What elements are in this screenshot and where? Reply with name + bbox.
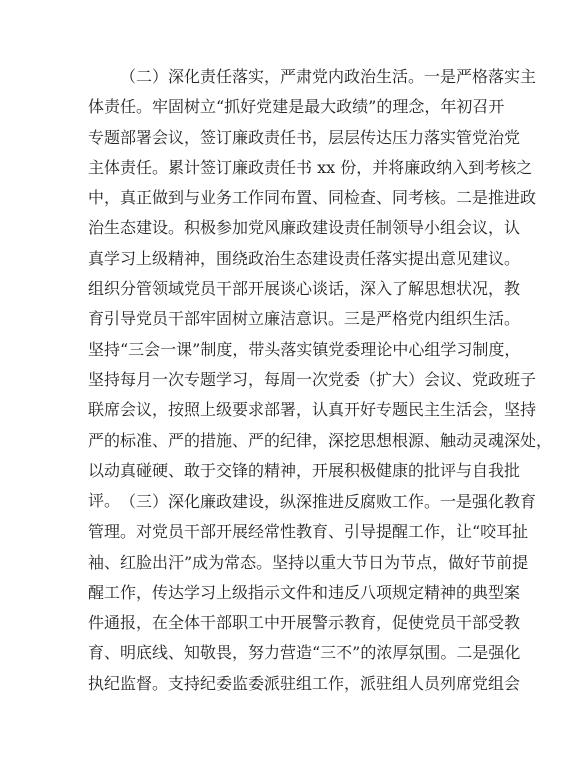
text-line: （三）深化廉政建设，纵深推进反腐败工作。一是强化教育 [120,492,537,511]
text-line: 中，真正做到与业务工作同布置、同检查、同考核。二是推进政 [88,188,537,208]
text-line: 育、明底线、知敬畏，努力营造“三不”的浓厚氛围。二是强化 [88,643,521,663]
text-line: 治生态建设。积极参加党风廉政建设责任制领导小组会议，认 [88,218,521,238]
text-line: 坚持“三会一课”制度，带头落实镇党委理论中心组学习制度， [88,339,521,359]
text-line: 执纪监督。支持纪委监委派驻组工作，派驻组人员列席党组会 [88,673,521,693]
text-line: 坚持每月一次专题学习，每周一次党委（扩大）会议、党政班子 [88,369,537,389]
text-line: 袖、红脸出汗”成为常态。坚持以重大节日为节点，做好节前提 [88,552,529,572]
text-line: 主体责任。累计签订廉政责任书 xx 份，并将廉政纳入到考核之 [88,157,533,177]
text-line: 育引导党员干部牢固树立廉洁意识。三是严格党内组织生活。 [88,309,521,329]
text-line: 以动真碰硬、敢于交锋的精神，开展积极健康的批评与自我批 [88,460,521,480]
text-line: （二）深化责任落实，严肃党内政治生活。一是严格落实主 [120,67,537,86]
text-line: 体责任。牢固树立“抓好党建是最大政绩”的理念，年初召开 [88,97,505,117]
text-line: 管理。对党员干部开展经常性教育、引导提醒工作，让“咬耳扯 [88,522,529,542]
text-line: 联席会议，按照上级要求部署，认真开好专题民主生活会，坚持 [88,400,537,420]
paragraph-2 [88,487,537,699]
text-line: 醒工作，传达学习上级指示文件和违反八项规定精神的典型案 [88,582,521,602]
text-line: 严的标准、严的措施、严的纪律，深挖思想根源、触动灵魂深处， [88,430,553,450]
text-line: 组织分管领域党员干部开展谈心谈话，深入了解思想状况，教 [88,279,521,299]
text-line: 真学习上级精神，围绕政治生态建设责任落实提出意见建议。 [88,248,521,268]
text-line: 专题部署会议，签订廉政责任书，层层传达压力落实管党治党 [88,127,521,147]
text-line: 评。 [88,491,121,511]
text-line: 件通报，在全体干部职工中开展警示教育，促使党员干部受教 [88,613,521,633]
paragraph-1 [88,62,553,516]
